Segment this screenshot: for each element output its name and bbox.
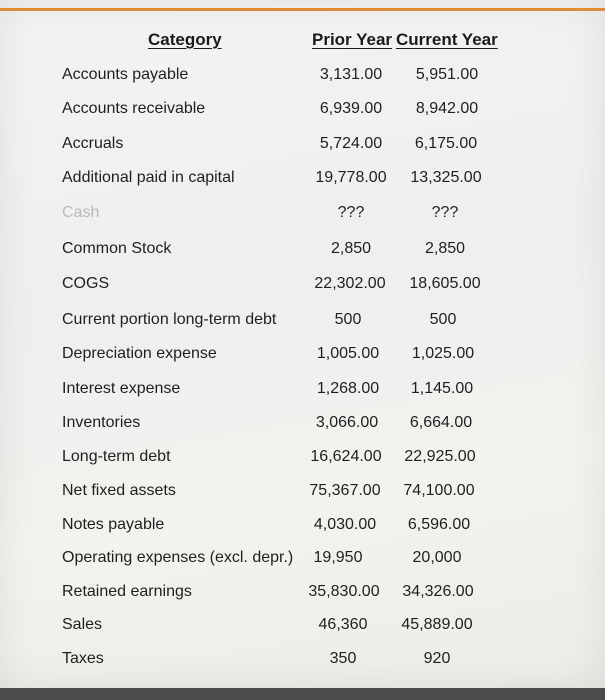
table-row xyxy=(0,516,605,546)
row-label: Notes payable xyxy=(62,516,165,533)
current-year-value: 1,145.00 xyxy=(410,380,474,397)
table-row xyxy=(0,345,605,375)
current-year-value: 8,942.00 xyxy=(415,100,479,117)
table-row xyxy=(0,448,605,478)
table-row xyxy=(0,650,605,680)
row-label: Retained earnings xyxy=(62,583,192,600)
current-year-value: 34,326.00 xyxy=(402,583,474,600)
prior-year-value: 19,778.00 xyxy=(315,169,387,186)
current-year-value: 5,951.00 xyxy=(415,66,479,83)
current-year-value: 920 xyxy=(423,650,451,667)
current-year-value: 2,850 xyxy=(424,240,466,257)
header-prior-year: Prior Year xyxy=(312,30,393,49)
header-category: Category xyxy=(148,30,222,49)
current-year-value: 45,889.00 xyxy=(401,616,473,633)
row-label: Taxes xyxy=(62,650,104,667)
row-label: Current portion long-term debt xyxy=(62,311,277,328)
table-row xyxy=(0,380,605,410)
row-label: Depreciation expense xyxy=(62,345,217,362)
row-label: Accruals xyxy=(62,135,124,152)
current-year-value: 6,175.00 xyxy=(414,135,478,152)
table-row xyxy=(0,275,605,305)
row-label: Long-term debt xyxy=(62,448,171,465)
table-row xyxy=(0,66,605,96)
table-row xyxy=(0,616,605,646)
prior-year-value: 5,724.00 xyxy=(319,135,383,152)
bottom-edge xyxy=(0,688,605,700)
row-label: Inventories xyxy=(62,414,141,431)
prior-year-value: 3,066.00 xyxy=(315,414,379,431)
table-row xyxy=(0,414,605,444)
row-label: Net fixed assets xyxy=(62,482,176,499)
prior-year-value: 350 xyxy=(329,650,357,667)
prior-year-value: 3,131.00 xyxy=(319,66,383,83)
prior-year-value: 1,005.00 xyxy=(316,345,380,362)
current-year-value: ??? xyxy=(431,204,459,221)
table-row xyxy=(0,135,605,165)
prior-year-value: ??? xyxy=(337,204,365,221)
header-current-year: Current Year xyxy=(396,30,498,49)
current-year-value: 74,100.00 xyxy=(403,482,475,499)
current-year-value: 500 xyxy=(429,311,457,328)
table-row xyxy=(0,169,605,199)
prior-year-value: 500 xyxy=(334,311,362,328)
row-label: Additional paid in capital xyxy=(62,169,235,186)
prior-year-value: 35,830.00 xyxy=(308,583,380,600)
prior-year-value: 6,939.00 xyxy=(319,100,383,117)
prior-year-value: 46,360 xyxy=(318,616,368,633)
prior-year-value: 75,367.00 xyxy=(309,482,381,499)
current-year-value: 20,000 xyxy=(412,549,462,566)
row-label: Accounts payable xyxy=(62,66,189,83)
prior-year-value: 19,950 xyxy=(313,549,363,566)
current-year-value: 1,025.00 xyxy=(411,345,475,362)
row-label: Operating expenses (excl. depr.) xyxy=(62,549,294,566)
row-label: Interest expense xyxy=(62,380,181,397)
current-year-value: 22,925.00 xyxy=(404,448,476,465)
prior-year-value: 16,624.00 xyxy=(310,448,382,465)
row-label: Common Stock xyxy=(62,240,172,257)
row-label: COGS xyxy=(62,275,110,292)
table-row xyxy=(0,100,605,130)
row-label: Accounts receivable xyxy=(62,100,206,117)
table-row xyxy=(0,549,605,579)
prior-year-value: 1,268.00 xyxy=(316,380,380,397)
row-label: Sales xyxy=(62,616,103,633)
current-year-value: 6,664.00 xyxy=(409,414,473,431)
current-year-value: 6,596.00 xyxy=(407,516,471,533)
table-row xyxy=(0,240,605,270)
prior-year-value: 4,030.00 xyxy=(313,516,377,533)
row-label: Cash xyxy=(62,204,100,221)
prior-year-value: 2,850 xyxy=(330,240,372,257)
prior-year-value: 22,302.00 xyxy=(314,275,386,292)
table-row xyxy=(0,482,605,512)
table-row xyxy=(0,204,605,234)
current-year-value: 18,605.00 xyxy=(409,275,481,292)
table-row xyxy=(0,311,605,341)
table-row xyxy=(0,583,605,613)
current-year-value: 13,325.00 xyxy=(410,169,482,186)
top-orange-rule xyxy=(0,8,605,11)
